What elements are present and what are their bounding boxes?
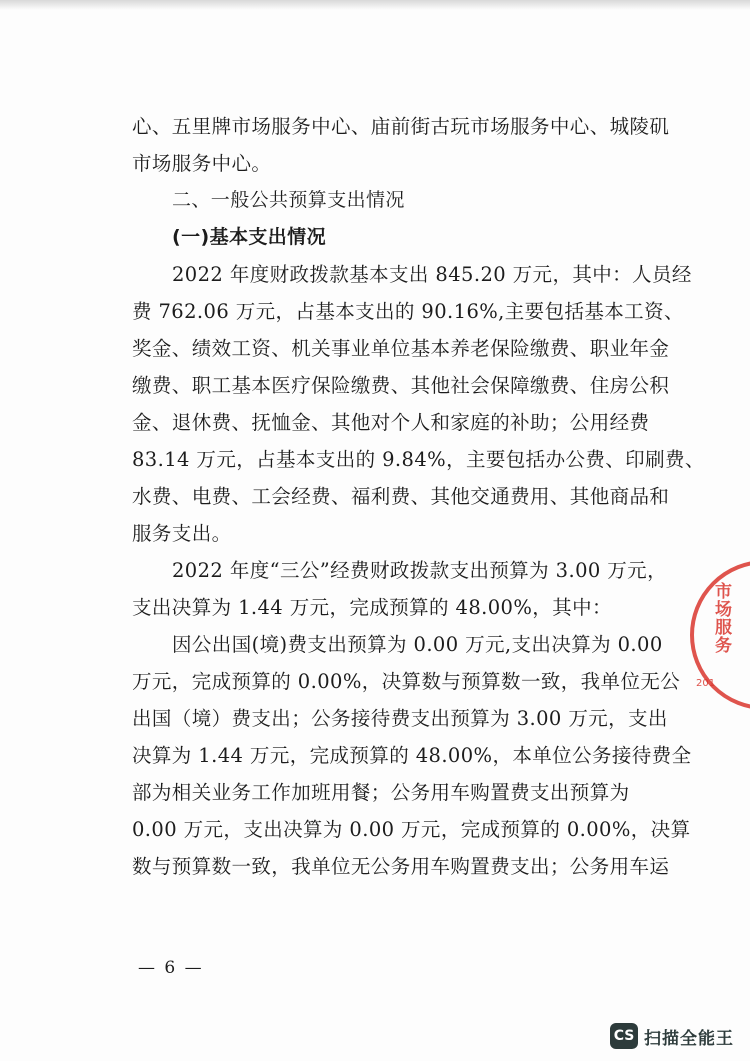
text-line: 水费、电费、工会经费、福利费、其他交通费用、其他商品和 [132,485,670,508]
text-line: 缴费、职工基本医疗保险缴费、其他社会保障缴费、住房公积 [132,374,670,397]
text-line: 心、五里牌市场服务中心、庙前街古玩市场服务中心、城陵矶 [132,115,670,138]
text-line: 服务支出。 [132,522,232,545]
text-line: 奖金、绩效工资、机关事业单位基本养老保险缴费、职业年金 [132,337,670,360]
seal-year: 201 [696,678,716,689]
subsection-heading: (一)基本支出情况 [172,226,326,248]
text-line: 数与预算数一致，我单位无公务用车购置费支出；公务用车运 [132,855,670,878]
text-line: 金、退休费、抚恤金、其他对个人和家庭的补助；公用经费 [132,411,650,434]
page-number: — 6 — [138,958,204,978]
text-line: 万元，完成预算的 0.00%，决算数与预算数一致，我单位无公 [132,670,681,693]
camscanner-logo-icon: CS [610,1023,638,1049]
text-line: 0.00 万元，支出决算为 0.00 万元，完成预算的 0.00%，决算 [132,818,691,841]
text-line: 支出决算为 1.44 万元，完成预算的 48.00%，其中： [132,596,612,619]
document-body [132,108,705,885]
text-line: 83.14 万元，占基本支出的 9.84%，主要包括办公费、印刷费、 [132,448,705,471]
official-seal [690,560,750,720]
scanner-watermark [610,1019,734,1053]
section-heading: 二、一般公共预算支出情况 [172,189,405,211]
text-line: 部为相关业务工作加班用餐；公务用车购置费支出预算为 [132,781,630,804]
scan-edge [0,0,750,10]
text-line: 市场服务中心。 [132,152,272,175]
text-line: 因公出国(境)费支出预算为 0.00 万元,支出决算为 0.00 [172,633,663,656]
watermark-text: 扫描全能王 [644,1028,734,1049]
seal-text: 市场服务 [711,582,731,654]
text-line: 出国（境）费支出；公务接待费支出预算为 3.00 万元，支出 [132,707,668,730]
text-line: 决算为 1.44 万元，完成预算的 48.00%，本单位公务接待费全 [132,744,692,767]
text-line: 费 762.06 万元，占基本支出的 90.16%,主要包括基本工资、 [132,300,684,323]
text-line: 2022 年度“三公”经费财政拨款支出预算为 3.00 万元， [172,559,667,582]
text-line: 2022 年度财政拨款基本支出 845.20 万元，其中：人员经 [172,263,692,286]
